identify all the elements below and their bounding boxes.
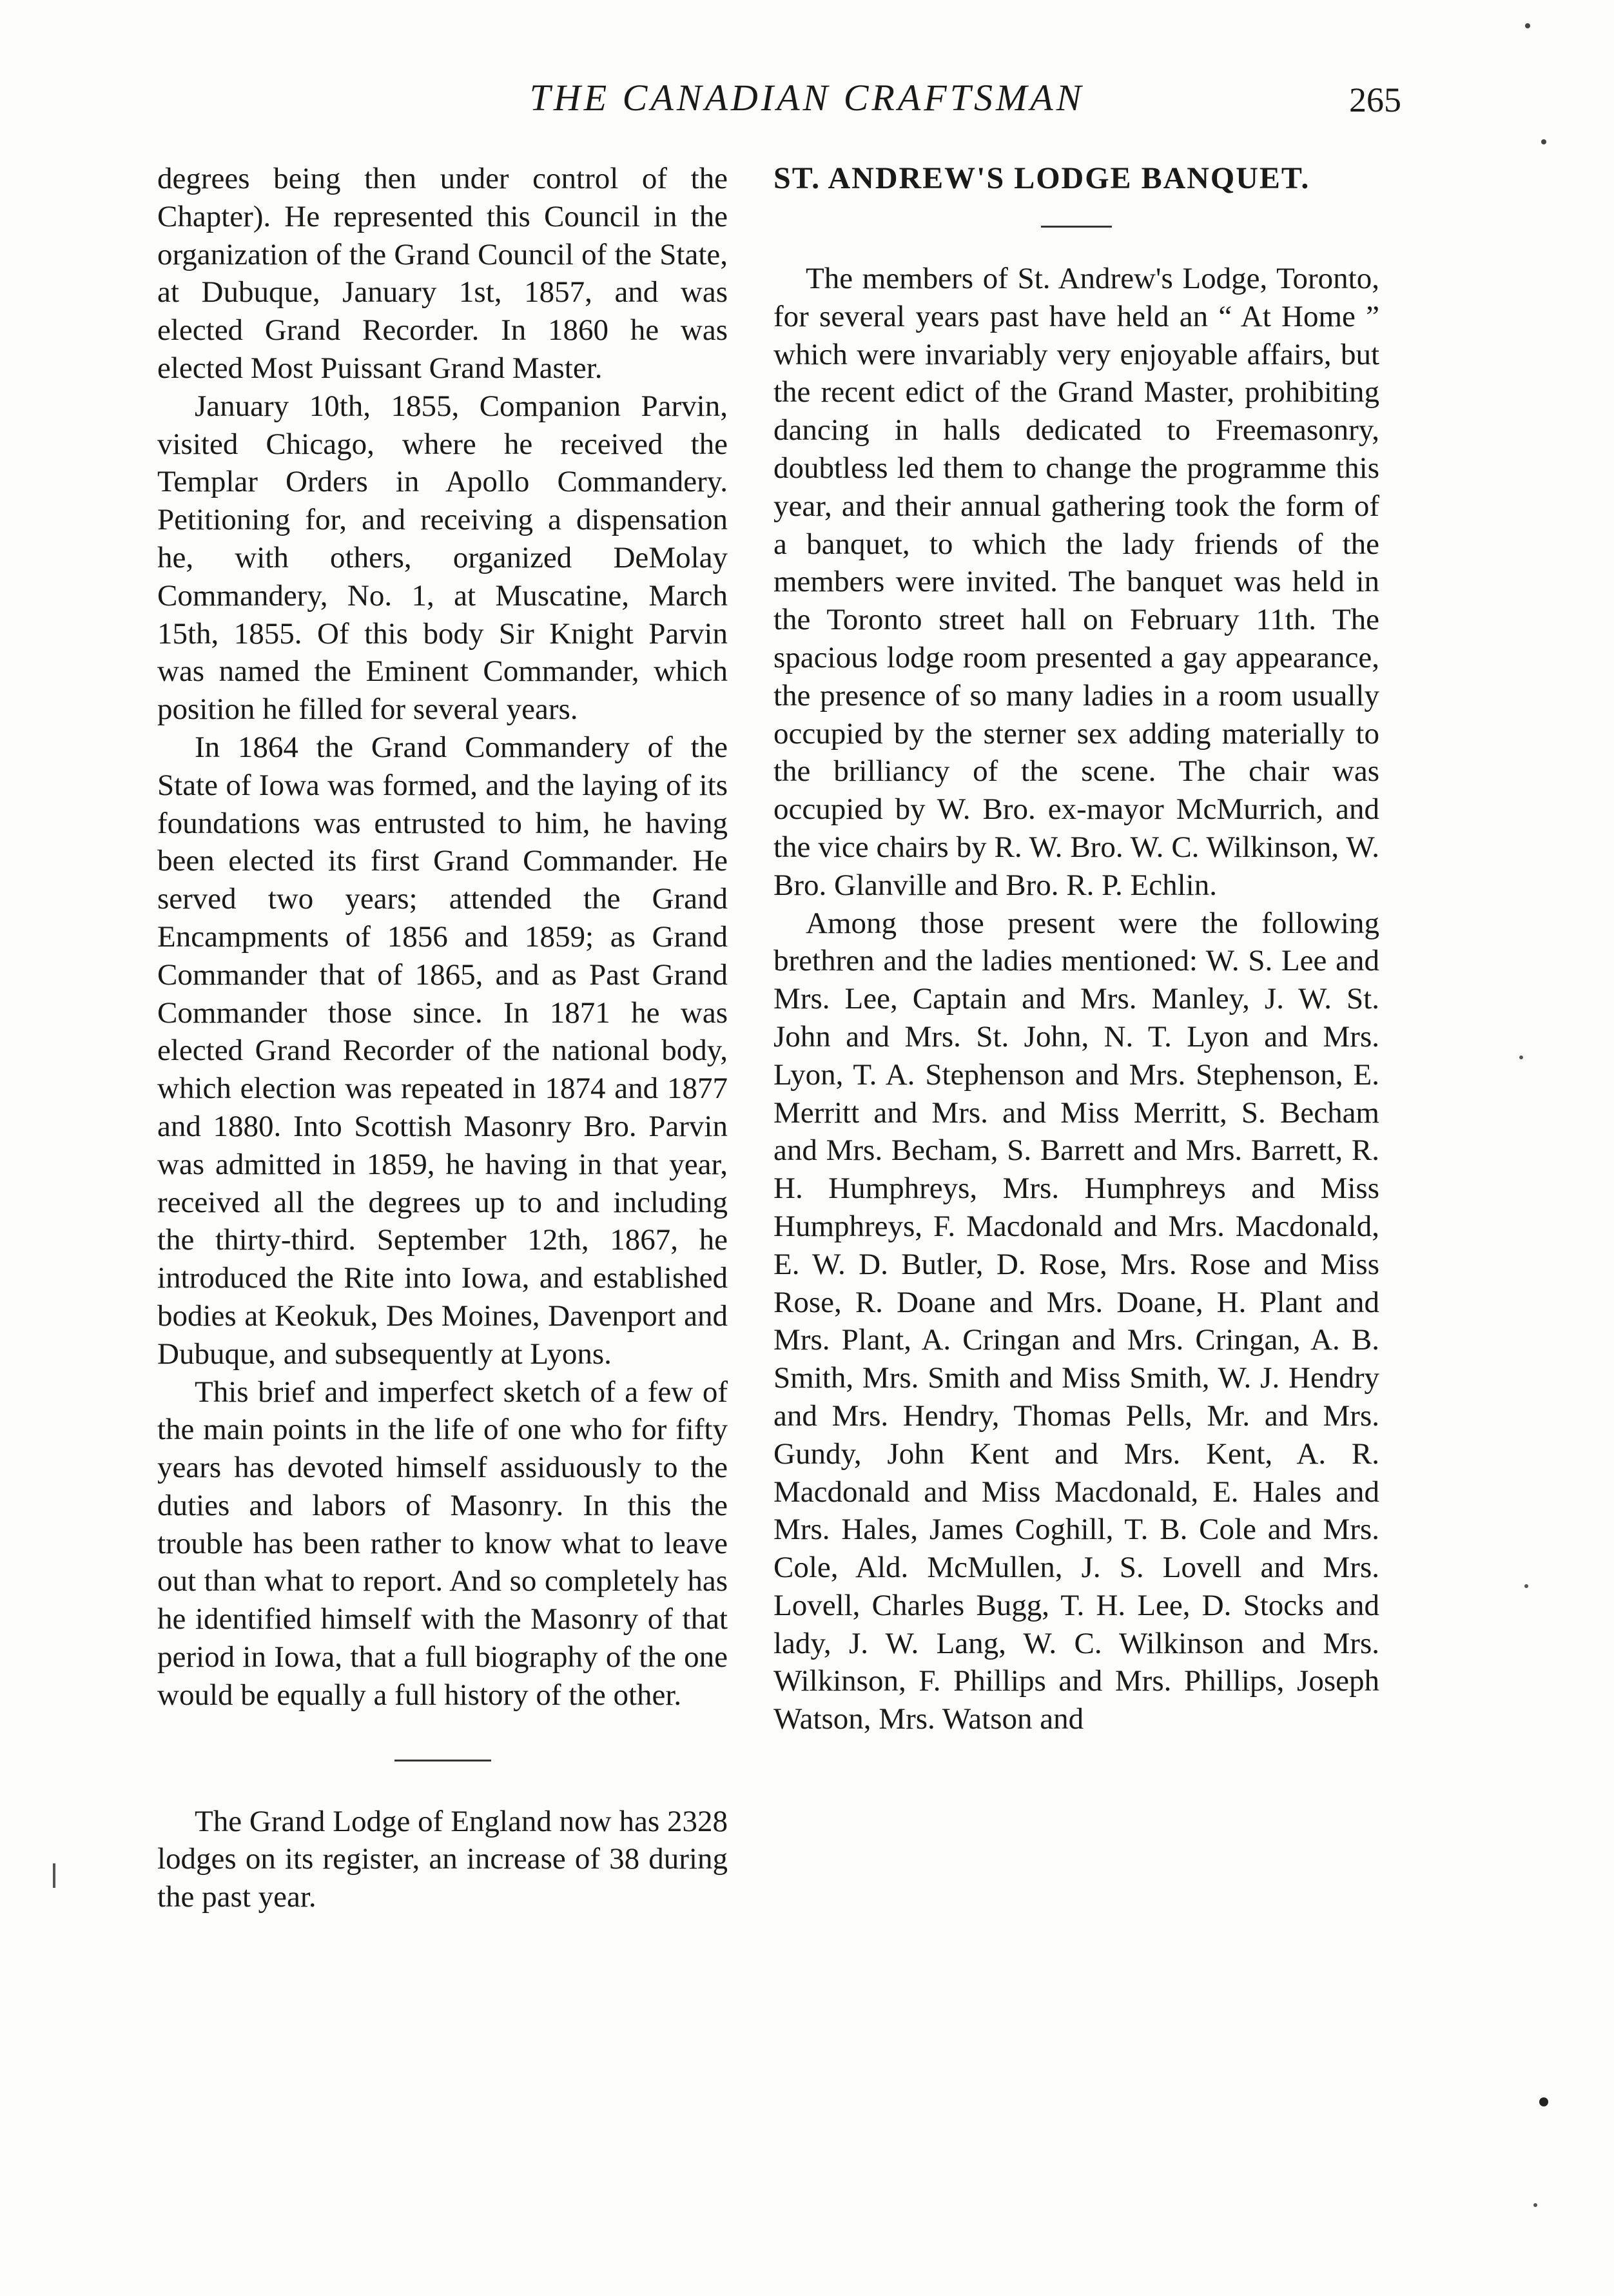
speck bbox=[53, 1863, 55, 1888]
speck bbox=[1525, 23, 1530, 28]
speck bbox=[1539, 2097, 1548, 2106]
speck bbox=[1533, 2203, 1537, 2207]
page-number: 265 bbox=[1349, 81, 1401, 119]
speck bbox=[1519, 1055, 1523, 1059]
paragraph-templar-orders: January 10th, 1855, Companion Parvin, visited Chicago, where he received the Templar Orders in Apollo Commandery. Petitioning for, and receiving a dispensation he, with others, organized DeMolay Commandery, No. 1, at Muscatine, March 15th, 1855. Of this body Sir Knight Parvin was named the Eminent Commander, which position he filled for several years. bbox=[157, 389, 728, 727]
paragraph-attendees: Among those present were the following brethren and the ladies mentioned: W. S. Lee and Mrs. Lee, Captain and Mrs. Manley, J. W. St. John and Mrs. St. John, N. T. Lyon and Mrs. Lyon, T. A. Stephenson and Mrs. Stephenson, E. Merritt and Mrs. and Miss Merritt, S. Becham and Mrs. Becham, S. Barrett and Mrs. Barrett, R. H. Humphreys, Mrs. Humphreys and Miss Humphreys, F. Macdonald and Mrs. Macdonald, E. W. D. Butler, D. Rose, Mrs. Rose and Miss Rose, R. Doane and Mrs. Doane, H. Plant and Mrs. Plant, A. Cringan and Mrs. Cringan, A. B. Smith, Mrs. Smith and Miss Smith, W. J. Hendry and Mrs. Hendry, Thomas Pells, Mr. and Mrs. Gundy, John Kent and Mrs. Kent, A. R. Macdonald and Miss Macdonald, E. Hales and Mrs. Hales, James Coghill, T. B. Cole and Mrs. Cole, Ald. McMullen, J. S. Lovell and Mrs. Lovell, Charles Bugg, T. H. Lee, D. Stocks and lady, J. W. Lang, W. C. Wilkinson and Mrs. Wilkinson, F. Phillips and Mrs. Phillips, Joseph Watson, Mrs. Watson and bbox=[773, 906, 1379, 1736]
paragraph-grand-commandery: In 1864 the Grand Commandery of the State of Iowa was formed, and the laying of its foundations was entrusted to him, he having been elected its first Grand Commander. He served two years; attended the Grand Encampments of 1856 and 1859; as Grand Commander that of 1865, and as Past Grand Commander those since. In 1871 he was elected Grand Recorder of the national body, which election was repeated in 1874 and 1877 and 1880. Into Scottish Masonry Bro. Parvin was admitted in 1859, he having in that year, received all the degrees up to and including the thirty-third. September 12th, 1867, he introduced the Rite into Iowa, and established bodies at Keokuk, Des Moines, Davenport and Dubuque, and subsequently at Lyons. bbox=[157, 730, 728, 1371]
running-title: THE CANADIAN CRAFTSMAN bbox=[529, 77, 1085, 119]
paragraph-continued: degrees being then under control of the Chapter). He represented this Council in the organization of the Grand Council of the State, at Dubuque, January 1st, 1857, and was elected Grand Recorder. In 1860 he was elected Most Puissant Grand Master. bbox=[157, 162, 728, 385]
speck bbox=[1541, 139, 1546, 144]
paragraph-brief-sketch: This brief and imperfect sketch of a few of the main points in the life of one who for fifty years has devoted himself assiduously to the duties and labors of Masonry. In this the trouble has been rather to know what to leave out than what to report. And so completely has he identified himself with the Masonry of that period in Iowa, that a full biography of the one would be equally a full history of the other. bbox=[157, 1375, 728, 1712]
grand-lodge-england-note: The Grand Lodge of England now has 2328 lodges on its register, an increase of 38 during the past year. bbox=[157, 1804, 728, 1914]
paragraph-banquet: The members of St. Andrew's Lodge, Toronto, for several years past have held an “ At Home ” which were invariably very enjoyable affairs, but the recent edict of the Grand Master, prohibiting dancing in halls dedicated to Freemasonry, doubtless led them to change the programme this year, and their annual gathering took the form of a banquet, to which the lady friends of the members were invited. The banquet was held in the Toronto street hall on February 11th. The spacious lodge room presented a gay appearance, the presence of so many ladies in a room usually occupied by the sterner sex adding materially to the brilliancy of the scene. The chair was occupied by W. Bro. ex-mayor McMurrich, and the vice chairs by R. W. Bro. W. C. Wilkinson, W. Bro. Glanville and Bro. R. P. Echlin. bbox=[773, 262, 1379, 902]
article-heading: ST. ANDREW'S LODGE BANQUET. bbox=[773, 161, 1310, 195]
speck bbox=[1524, 1584, 1528, 1588]
